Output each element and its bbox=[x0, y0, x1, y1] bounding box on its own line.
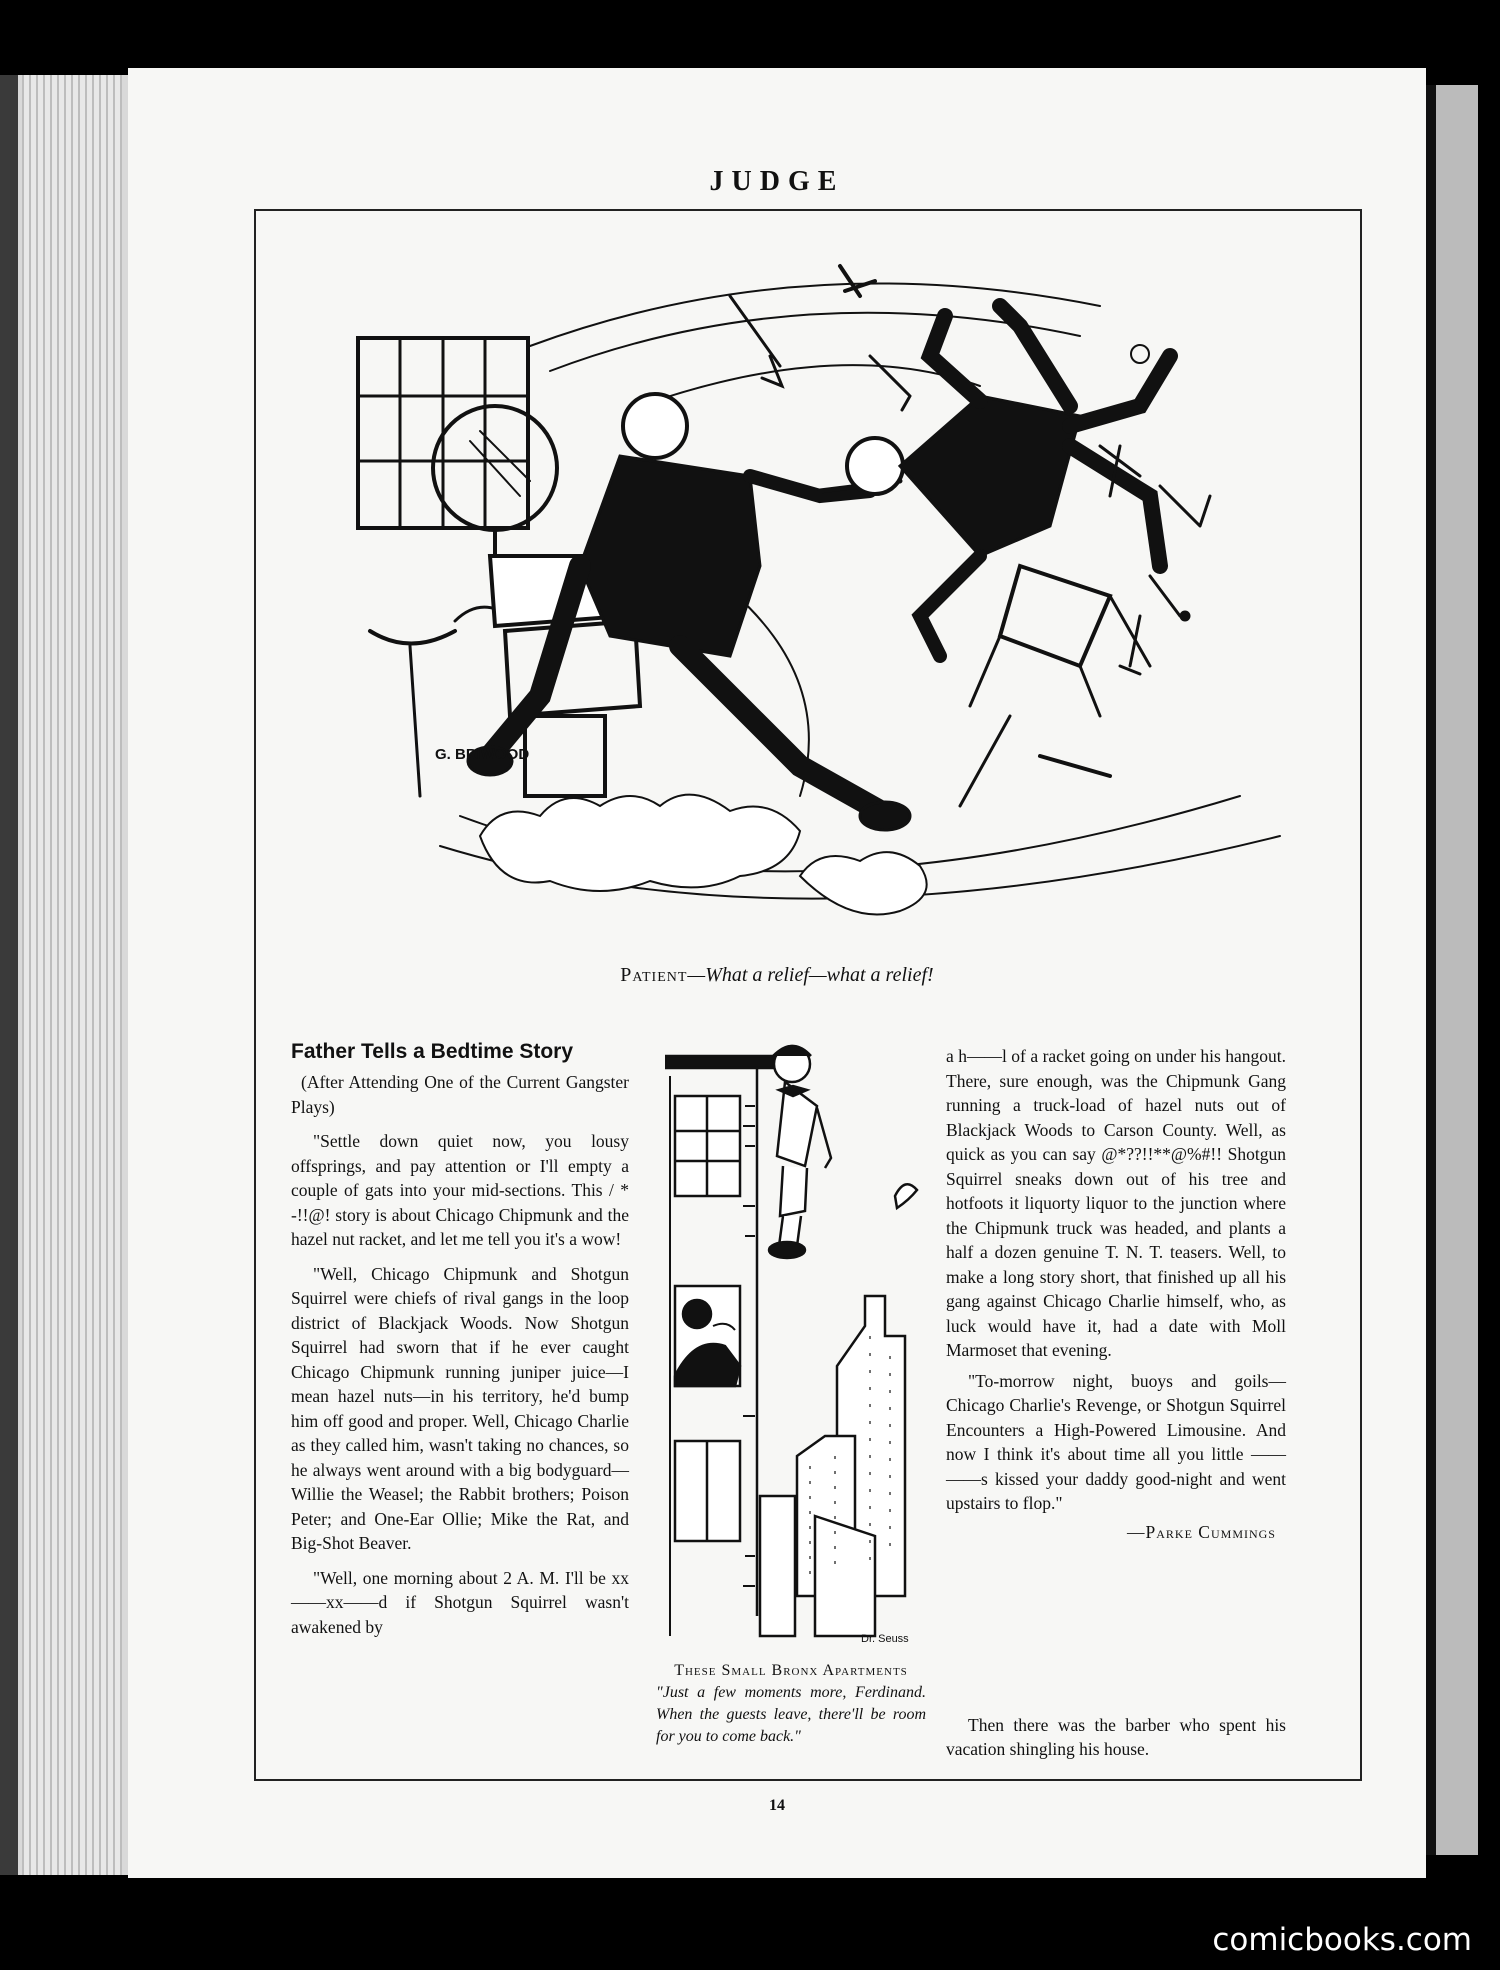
story-byline: —Parke Cummings bbox=[1127, 1521, 1276, 1542]
dentist-cartoon bbox=[280, 236, 1332, 962]
seuss-caption bbox=[656, 1660, 926, 1748]
masthead: JUDGE bbox=[709, 166, 845, 197]
caption-lead: Patient bbox=[620, 964, 688, 986]
seuss-cartoon bbox=[665, 1036, 925, 1652]
caption-text: —What a relief—what a relief! bbox=[687, 964, 934, 986]
cartoon-caption bbox=[128, 964, 1426, 987]
story-paragraph: "Settle down quiet now, you lousy offsprings, and pay attention or I'll empty a couple of gats into your mid-sections. This / * -!!@! story is about Chicago Chipmunk and the hazel nut racket, and let me tell you it's a wow! bbox=[291, 1131, 629, 1249]
story-subtitle: (After Attending One of the Current Gangster Plays) bbox=[291, 1072, 629, 1117]
story-paragraph: "To-morrow night, buoys and goils—Chicago Charlie's Revenge, or Shotgun Squirrel Encounters a High-Powered Limousine. And now I think it's about time all you little —— ——s kissed your daddy good-night and went upstairs to flop." bbox=[946, 1370, 1286, 1513]
book-page-edges-right bbox=[1422, 85, 1500, 1855]
story-title: Father Tells a Bedtime Story bbox=[291, 1040, 574, 1063]
story-paragraph: "Well, Chicago Chipmunk and Shotgun Squirrel were chiefs of rival gangs in the loop district of Blackjack Woods. Now Shotgun Squirrel had sworn that if he ever caught Chicago Chipmunk running juniper juice—I mean hazel nuts—in his territory, he'd bump him off good and proper. Well, Chicago Charlie as they called him, wasn't taking no chances, so he always went around with a big bodyguard—Willie the Weasel; the Rabbit brothers; Poison Peter; and One-Ear Ollie; Mike the Rat, and Big-Shot Beaver. bbox=[291, 1263, 629, 1553]
story-column bbox=[291, 1040, 629, 1649]
seuss-signature: Dr. Seuss bbox=[861, 1633, 909, 1645]
story-paragraph: "Well, one morning about 2 A. M. I'll be xx——xx——d if Shotgun Squirrel wasn't awakened by bbox=[291, 1567, 629, 1637]
magazine-page bbox=[128, 68, 1426, 1878]
seuss-caption-quote: "Just a few moments more, Ferdinand. When the guests leave, there'll be room for you to come back." bbox=[656, 1684, 926, 1745]
story-paragraph: a h——l of a racket going on under his hangout. There, sure enough, was the Chipmunk Gang running a truck-load of hazel nuts out of Blackjack Woods to Carson County. Well, as quick as you can say @*??!!**@%#!! Shotgun Squirrel sneaks down out of his tree and hotfoots it liquorty liquor to the junction where the Chipmunk truck was headed, and plants a half a dozen genuine T. N. T. teasers. Well, to make a long story short, that finished up all his gang against Chicago Charlie himself, who, as luck would have it, had a date with Moll Marmoset that evening. bbox=[946, 1046, 1286, 1360]
filler-joke: Then there was the barber who spent his vacation shingling his house. bbox=[946, 1715, 1286, 1759]
seuss-caption-title: These Small Bronx Apartments bbox=[674, 1662, 908, 1679]
cartoon-signature: G. BRIWOOD bbox=[435, 746, 530, 763]
page-number: 14 bbox=[769, 1797, 785, 1814]
story-continuation-column bbox=[946, 1044, 1286, 1543]
book-page-edges-left bbox=[0, 75, 130, 1875]
watermark: comicbooks.com bbox=[1212, 1922, 1472, 1958]
